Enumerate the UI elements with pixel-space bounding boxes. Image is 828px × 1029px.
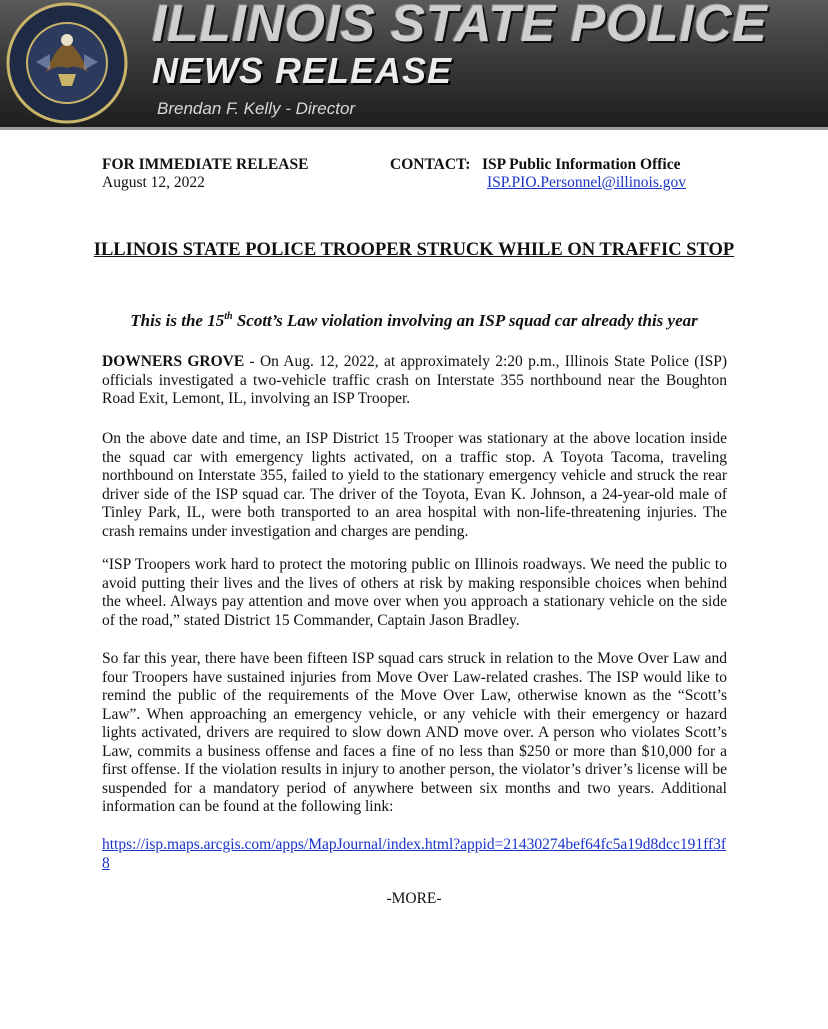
map-journal-link[interactable]: https://isp.maps.arcgis.com/apps/MapJournal/index.html?appid=21430274bef64fc5a19d8dcc191ff3f8 [102, 836, 727, 872]
subheadline [60, 310, 768, 332]
paragraph-quote: “ISP Troopers work hard to protect the motoring public on Illinois roadways. We need the public to avoid putting their lives and the lives of others at risk by making responsible choices when behind the wheel. Always pay attention and move over when you approach a stationary vehicle on the side of the road,” stated District 15 Commander, Captain Jason Bradley. [102, 556, 727, 629]
intro-text: - On Aug. 12, 2022, at approximately 2:20 p.m., Illinois State Police (ISP) officials investigated a two-vehicle traffic crash on Interstate 355 northbound near the Boughton Road Exit, Lemont, IL, involving an ISP Trooper. [102, 353, 727, 407]
banner-title: ILLINOIS STATE POLICE [152, 0, 768, 53]
contact-label: CONTACT: [390, 156, 471, 173]
release-label: FOR IMMEDIATE RELEASE [102, 156, 309, 173]
paragraph-link [102, 836, 727, 873]
banner-director: Brendan F. Kelly - Director [157, 99, 356, 118]
headline: ILLINOIS STATE POLICE TROOPER STRUCK WHILE ON TRAFFIC STOP [93, 240, 735, 260]
banner-subtitle: NEWS RELEASE [152, 50, 453, 91]
contact-email-link[interactable]: ISP.PIO.Personnel@illinois.gov [487, 174, 687, 191]
release-info [102, 156, 308, 192]
paragraph-scotts-law: So far this year, there have been fifteen ISP squad cars struck in relation to the Move Over Law and four Troopers have sustained injuries from Move Over Law-related crashes. The ISP would like to remind the public of the requirements of the Move Over Law, otherwise known as the “Scott’s Law”. When approaching an emergency vehicle, or any vehicle with their emergency or hazard lights activated, drivers are required to slow down AND move over. A person who violates Scott’s Law, commits a business offense and faces a fine of no less than $250 or more than $10,000 for a first offense. If the violation results in injury to another person, the violator’s driver’s license will be suspended for a mandatory period of anywhere between six months and two years. Additional information can be found at the following link: [102, 650, 727, 815]
isp-seal-logo [6, 2, 128, 124]
contact-info [390, 156, 686, 192]
contact-line [390, 156, 686, 174]
contact-name: ISP Public Information Office [482, 156, 681, 173]
paragraph-intro [102, 353, 727, 409]
more-indicator: -MORE- [386, 890, 442, 907]
paragraph-incident: On the above date and time, an ISP District 15 Trooper was stationary at the above location inside the squad car with emergency lights activated, on a traffic stop. A Toyota Tacoma, traveling northbound on Interstate 355, failed to yield to the stationary emergency vehicle and struck the rear driver side of the ISP squad car. The driver of the Toyota, Evan K. Johnson, a 24-year-old male of Tinley Park, IL, were both transported to an area hospital with non-life-threatening injuries. The crash remains under investigation and charges are pending. [102, 430, 727, 540]
subhead-before: This is the 15 [130, 311, 225, 330]
header-banner [0, 0, 828, 130]
subhead-ordinal-suffix: th [224, 311, 233, 322]
subhead-after: Scott’s Law violation involving an ISP squad car already this year [232, 311, 698, 330]
release-date: August 12, 2022 [102, 174, 205, 191]
dateline: DOWNERS GROVE [102, 353, 245, 370]
